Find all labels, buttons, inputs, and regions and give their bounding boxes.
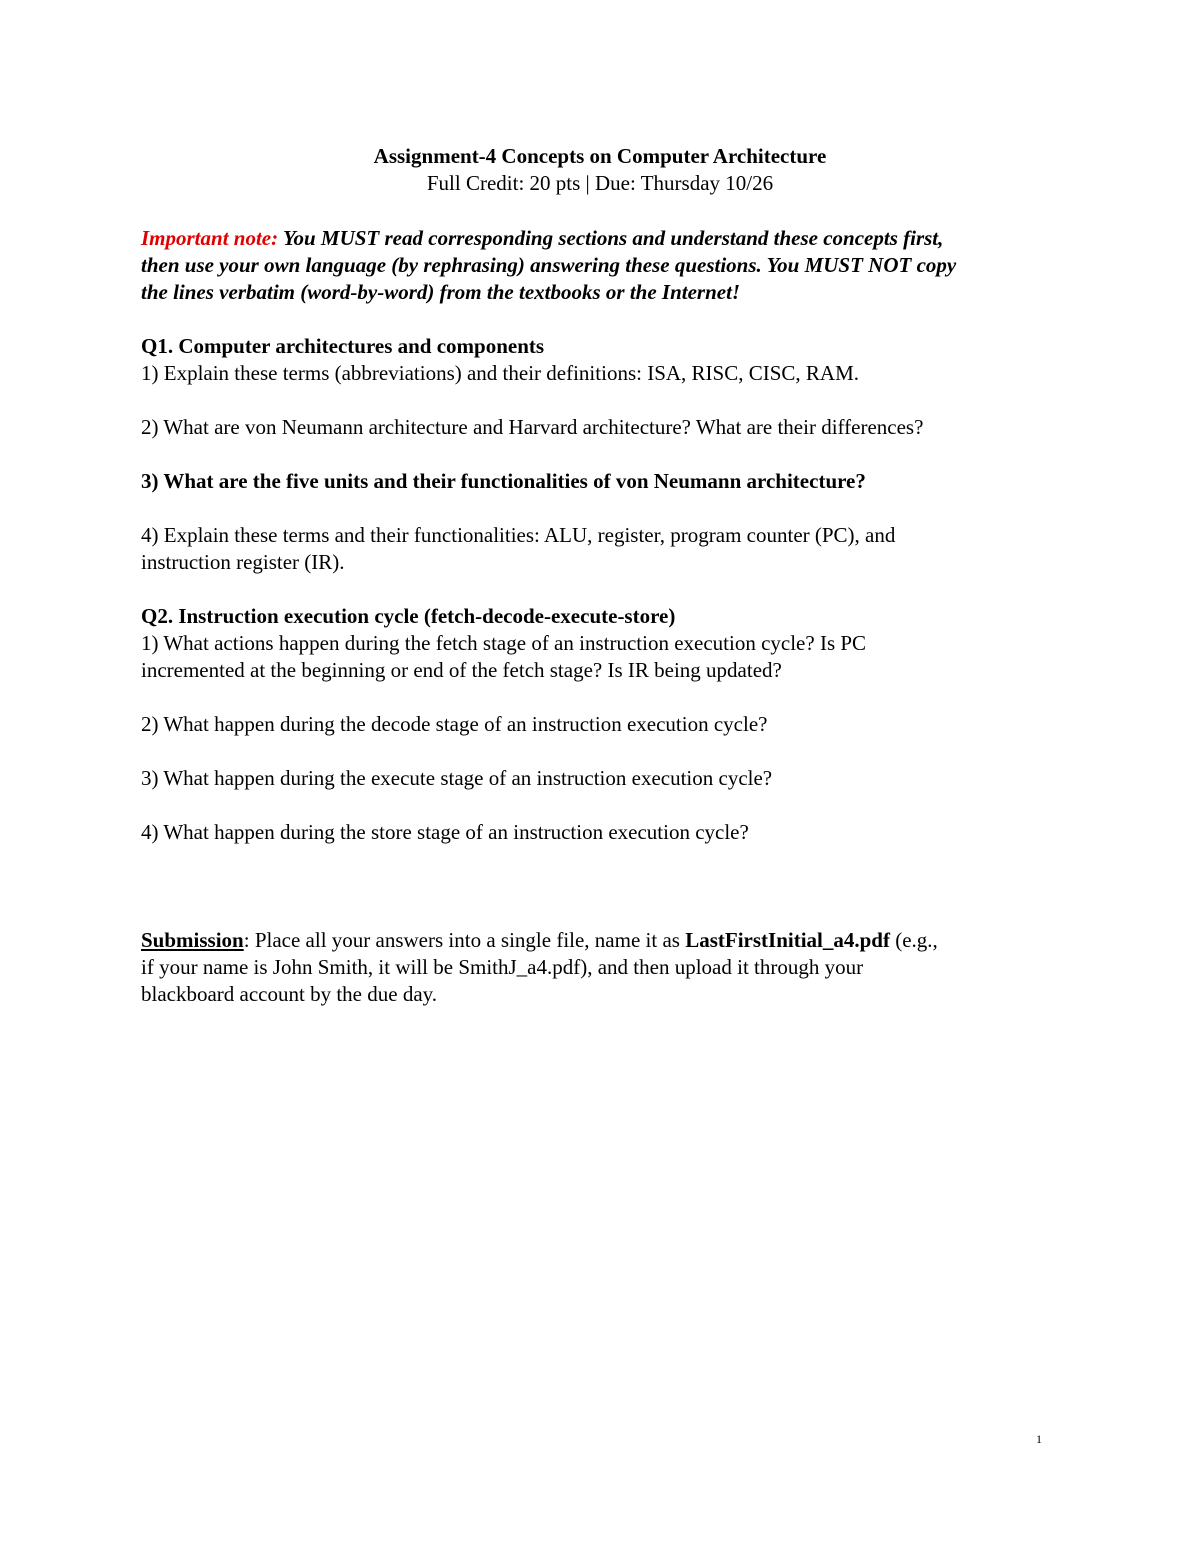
q1-item-3: 3) What are the five units and their functionalities of von Neumann architecture?	[141, 469, 866, 493]
important-note-line-3: the lines verbatim (word-by-word) from the textbooks or the Internet!	[141, 280, 741, 304]
q1-item-1: 1) Explain these terms (abbreviations) and their definitions: ISA, RISC, CISC, RAM.	[141, 361, 859, 385]
q2-heading: Q2. Instruction execution cycle (fetch-decode-execute-store)	[141, 604, 676, 628]
submission-label: Submission	[141, 928, 244, 952]
important-note-text-1: You MUST read corresponding sections and understand these concepts first,	[278, 226, 944, 250]
q2-item-1-line-1: 1) What actions happen during the fetch stage of an instruction execution cycle? Is PC	[141, 631, 867, 655]
q2-item-1-line-2: incremented at the beginning or end of the fetch stage? Is IR being updated?	[141, 658, 782, 682]
submission-line-3: blackboard account by the due day.	[141, 982, 438, 1006]
submission-text-2: (e.g.,	[889, 928, 938, 952]
submission-line-1	[141, 927, 938, 954]
submission-text-1: : Place all your answers into a single file, name it as	[243, 928, 686, 952]
important-note-label: Important note:	[141, 226, 279, 250]
important-note-line-1	[141, 225, 943, 252]
document-title: Assignment-4 Concepts on Computer Architecture	[373, 144, 827, 168]
submission-filename: LastFirstInitial_a4.pdf	[685, 928, 890, 952]
q1-item-4-line-1: 4) Explain these terms and their functionalities: ALU, register, program counter (PC), and	[141, 523, 896, 547]
page-number: 1	[1036, 1432, 1042, 1446]
q2-item-2: 2) What happen during the decode stage of an instruction execution cycle?	[141, 712, 768, 736]
q1-heading: Q1. Computer architectures and components	[141, 334, 545, 358]
q2-item-3: 3) What happen during the execute stage of an instruction execution cycle?	[141, 766, 773, 790]
submission-line-2: if your name is John Smith, it will be SmithJ_a4.pdf), and then upload it through your	[141, 955, 864, 979]
document-subtitle: Full Credit: 20 pts | Due: Thursday 10/26	[426, 171, 774, 195]
q1-item-2: 2) What are von Neumann architecture and Harvard architecture? What are their differences?	[141, 415, 924, 439]
q2-item-4: 4) What happen during the store stage of an instruction execution cycle?	[141, 820, 749, 844]
important-note-line-2: then use your own language (by rephrasing) answering these questions. You MUST NOT copy	[141, 253, 957, 277]
q1-item-4-line-2: instruction register (IR).	[141, 550, 345, 574]
